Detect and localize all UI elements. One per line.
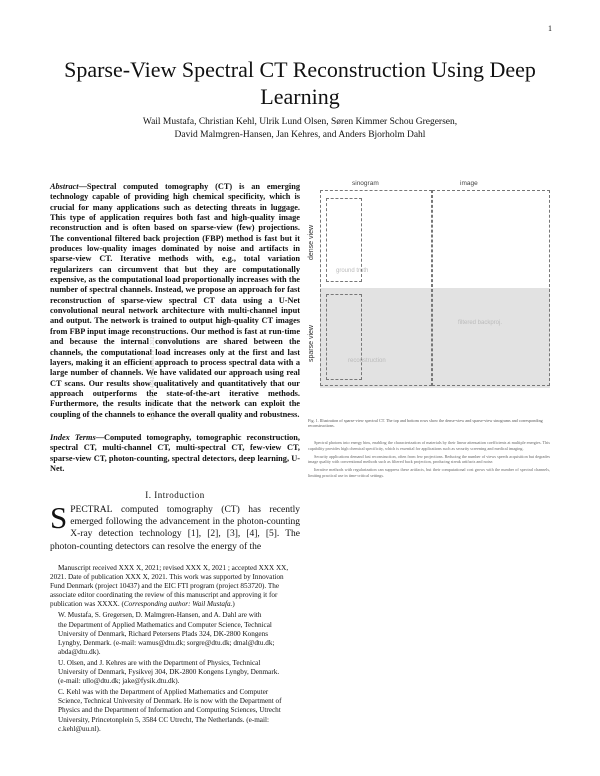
authors-line-2: David Malmgren-Hansen, Jan Kehres, and Anders Bjorholm Dahl (174, 130, 426, 140)
arxiv-watermark: arXiv:2011.14842v2 [eess.IV] 2021 (150, 333, 156, 420)
figure-caption: Fig. 1. Illustration of sparse-view spectral CT. The top and bottom rows show the dense-view and sparse-view sinograms and corresponding reconstructions. (308, 418, 543, 429)
column-2-body (308, 440, 550, 481)
col2-paragraph-3: Iterative methods with regularization can suppress these artifacts, but their computational cost grows with the number of spectral channels, limiting practical use in time-critical settings. (308, 467, 550, 478)
footnote-physics-affiliation: U. Olsen, and J. Kehres are with the Department of Physics, Technical University of Denmark, Fysikvej 304, DK-2800 Kongens Lyngby, Denmark. (e-mail: ullo@dtu.dk; jake@fysik.dtu.dk). (58, 658, 280, 686)
authors-line-1: Wail Mustafa, Christian Kehl, Ulrik Lund Olsen, Søren Kimmer Schou Gregersen, (142, 117, 458, 127)
footnote-kehl-affiliation: C. Kehl was with the Department of Applied Mathematics and Computer Science, Technical University of Denmark. He is now with the Department of Physics and the Department of Information and Computing Sciences, Utrecht University, Princetonplein 5, 3584 CC Utrecht, The Netherlands. (e-mail: c.kehl@uu.nl). (58, 688, 282, 733)
row-label-dense-view: dense view (308, 224, 315, 260)
intro-caps: PECTRAL (70, 505, 113, 515)
col2-paragraph-2: Security applications demand fast reconstruction, often from few projections. Reducing the number of views speeds acquisition but degrades image quality with conventional methods such as filtered back projection, producing streak artifacts and noise. (308, 453, 550, 465)
index-terms-text: —Computed tomography, tomographic reconstruction, spectral CT, multi-channel CT, multi-spectral CT, few-view CT, sparse-view CT, photon-counting, spectral detectors, deep learning, U-Net. (50, 433, 300, 474)
section-heading-introduction: I. Introduction (145, 490, 205, 500)
drop-cap: S (50, 500, 68, 535)
sparse-sinogram-box (326, 294, 362, 380)
authors (40, 116, 560, 142)
faint-label-ground-truth: ground truth (336, 268, 369, 274)
intro-text: computed tomography (CT) has recently emerged following the advancement in the photon-counting X-ray detection technology [1], [2], [3], [4], [5]. The photon-counting detectors can resolve the energy of the (50, 505, 300, 552)
faint-label-fbp: filtered backproj. (458, 320, 503, 326)
figure-col-label-sinogram: sinogram (352, 180, 379, 187)
corresponding-author: Corresponding author: Wail Mustafa. (123, 600, 233, 609)
image-panel (432, 190, 550, 386)
paper-title: Sparse-View Spectral CT Reconstruction Using Deep Learning (64, 57, 536, 109)
introduction-paragraph (50, 500, 300, 553)
footnote-received: Manuscript received XXX X, 2021; revised XXX X, 2021 ; accepted XXX XX, 2021. Date of publication XXX X, 2021. This work was supported by Innovation Fund Denmark (project 10437) and the EIC FTI program (project 853720). The associate editor coordinating the review of this manuscript and approving it for publication was XXXX. (Corresponding author: Wail Mustafa.) (50, 564, 289, 609)
footnotes (50, 564, 300, 736)
col2-paragraph-1: Spectral photons into energy bins, enabling the characterization of materials by their linear attenuation coefficients at multiple energies. This capability provides high chemical specificity, which is essential for applications such as security screening and medical imaging. (308, 440, 550, 451)
faint-label-reconstruction: reconstruction (348, 358, 386, 364)
abstract (50, 182, 300, 420)
figure-col-label-image: image (460, 180, 478, 187)
abstract-text: —Spectral computed tomography (CT) is an emerging technology capable of providing high chemical specificity, which is crucial for many applications such as detecting threats in luggage. This type of application requires both fast and high-quality image reconstruction and is often based on sparse-view (few) projections. The conventional filtered back projection (FBP) method is fast but it produces low-quality images dominated by noise and artifacts in sparse-view CT. Iterative methods with, e.g., total variation regularizers can circumvent that but they are computationally expensive, as the computational load proportionally increases with the number of spectral channels. Instead, we propose an approach for fast reconstruction of sparse-view spectral CT data using a U-Net convolutional neural network architecture with multi-channel input and output. The network is trained to output high-quality CT images from FBP input image reconstructions. Our method is fast at run-time and because the internal convolutions are shared between the channels, the computational load increases only at the first and last layers, making it an efficient approach to process spectral data with a large number of channels. We have validated our approach using real CT scans. Our results show qualitatively and quantitatively that our approach outperforms the state-of-the-art iterative methods. Furthermore, the results indicate that the network can exploit the coupling of the channels to enhance the overall quality and robustness. (50, 182, 300, 419)
row-label-sparse-view: sparse view (308, 325, 315, 362)
index-terms (50, 433, 300, 474)
page-number: 1 (548, 24, 552, 33)
footnote-dtu-affiliation: W. Mustafa, S. Gregersen, D. Malmgren-Hansen, and A. Dahl are with the Department of Applied Mathematics and Computer Science, Technical University of Denmark, Richard Petersens Plads 324, DK-2800 Kongens Lyngby, Denmark. (e-mail: wamus@dtu.dk; sorgre@dtu.dk; dmal@dtu.dk; abda@dtu.dk). (58, 611, 275, 656)
abstract-label: Abstract (50, 182, 79, 191)
index-terms-label: Index Terms (50, 433, 96, 442)
figure-1 (308, 180, 550, 410)
